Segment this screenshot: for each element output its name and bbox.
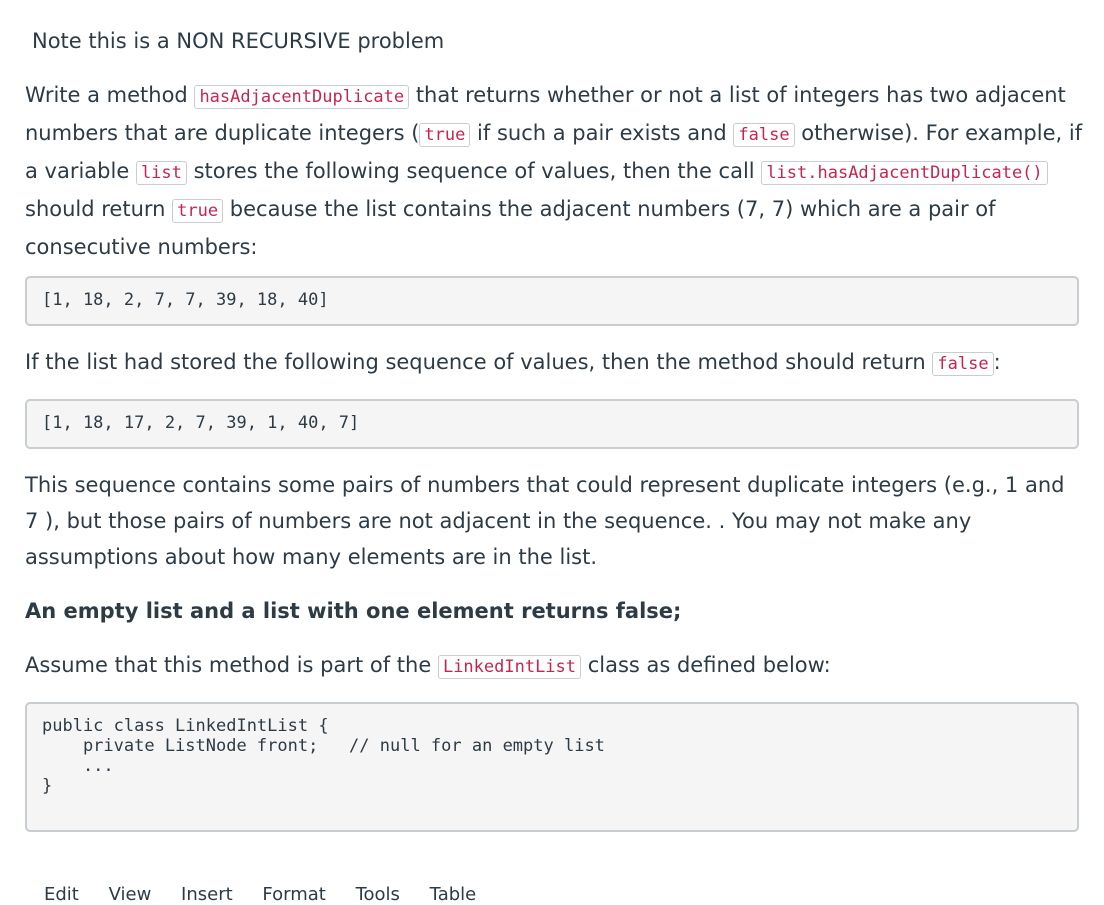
- code-block-example-1: [1, 18, 2, 7, 7, 39, 18, 40]: [25, 276, 1079, 326]
- text: if such a pair exists and: [470, 121, 734, 145]
- text: stores the following sequence of values, then the call: [186, 159, 762, 183]
- menu-table[interactable]: Table: [429, 884, 477, 905]
- description-paragraph: [25, 77, 1085, 265]
- text: Write a method: [25, 83, 195, 107]
- inline-code-false: false: [733, 123, 794, 147]
- inline-code-list: list: [136, 161, 187, 185]
- text: because the list contains the adjacent numbers (7, 7) which are a pair of consecutive numbers:: [25, 197, 996, 259]
- inline-code-method: hasAdjacentDuplicate: [194, 85, 409, 109]
- text: :: [993, 350, 1001, 374]
- menu-edit[interactable]: Edit: [44, 884, 79, 905]
- note-heading: Note this is a NON RECURSIVE problem: [32, 29, 445, 53]
- inline-code-false: false: [932, 352, 993, 376]
- text: otherwise). For example, if a variable: [25, 121, 1083, 183]
- class-context-paragraph: [25, 647, 1083, 685]
- inline-code-class: LinkedIntList: [438, 655, 581, 679]
- explanation-paragraph: This sequence contains some pairs of numbers that could represent duplicate integers (e.g., 1 and 7 ), but those pairs of numbers are not adjacent in the sequence. . You may not make any assumptions about how many elements are in the list.: [25, 473, 1065, 569]
- menu-view[interactable]: View: [108, 884, 152, 905]
- false-example-paragraph: [25, 344, 1083, 382]
- menu-insert[interactable]: Insert: [181, 884, 233, 905]
- text: that returns whether or not a list of integers has two adjacent numbers that are duplicate integers (: [25, 83, 1066, 145]
- inline-code-true: true: [419, 123, 470, 147]
- code-block-class-definition: public class LinkedIntList { private ListNode front; // null for an empty list ... }: [25, 702, 1079, 832]
- text: should return: [25, 197, 173, 221]
- text: If the list had stored the following sequence of values, then the method should return: [25, 350, 933, 374]
- inline-code-true: true: [172, 199, 223, 223]
- empty-list-rule: An empty list and a list with one element returns false;: [25, 599, 682, 623]
- menu-tools[interactable]: Tools: [355, 884, 400, 905]
- code-block-example-2: [1, 18, 17, 2, 7, 39, 1, 40, 7]: [25, 399, 1079, 449]
- text: Assume that this method is part of the: [25, 653, 438, 677]
- inline-code-call: list.hasAdjacentDuplicate(): [761, 161, 1047, 185]
- menu-format[interactable]: Format: [262, 884, 326, 905]
- text: class as defined below:: [581, 653, 831, 677]
